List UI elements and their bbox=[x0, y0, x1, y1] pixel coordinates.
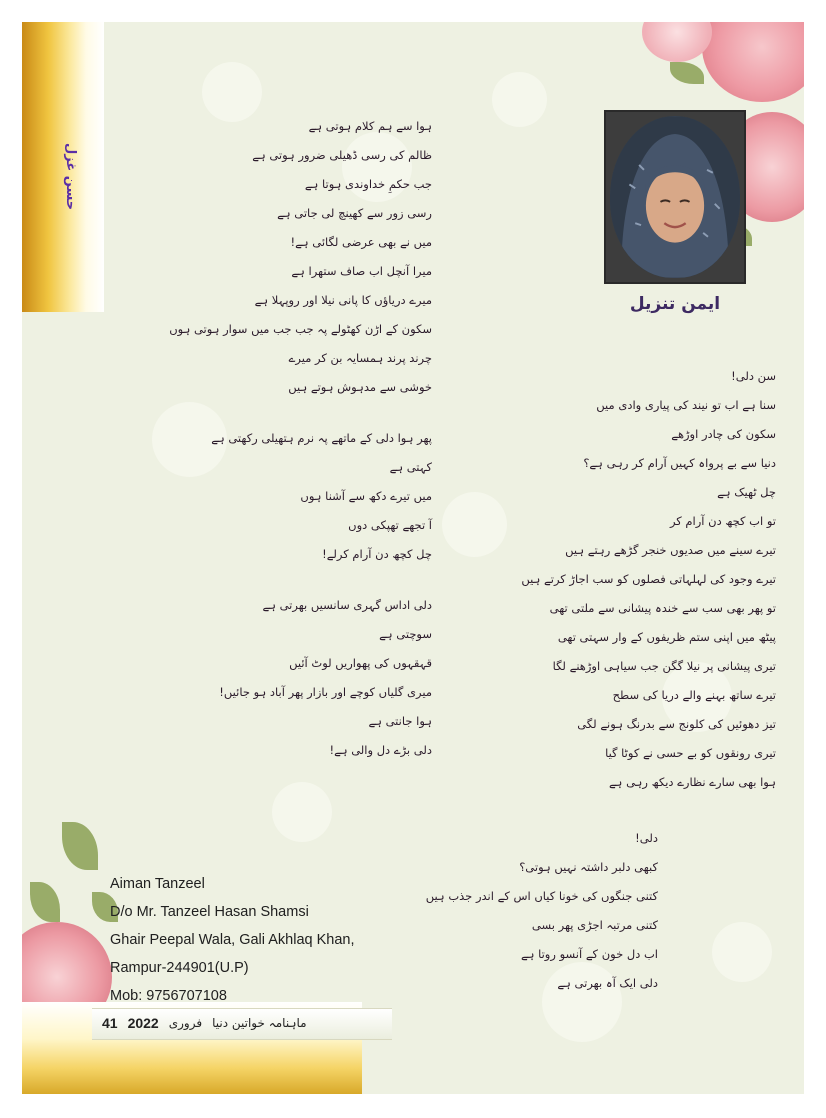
poem-line: دلی اداس گہری سانسیں بھرتی ہے bbox=[262, 598, 432, 612]
magazine-name: ماہنامہ خواتین دنیا bbox=[212, 1016, 307, 1030]
poem-line: چل ٹھیک ہے bbox=[717, 485, 776, 499]
poem-line: سکون کی چادر اوڑھے bbox=[671, 427, 776, 441]
poem-line: کتنی مرتبہ اجڑی پھر بسی bbox=[531, 918, 658, 932]
poem-line: دلی! bbox=[635, 831, 658, 845]
poem-line: تیرے سینے میں صدیوں خنجر گڑھے رہتے ہیں bbox=[565, 543, 776, 557]
poet-name: ایمن تنزیل bbox=[629, 294, 721, 314]
poem-right-column-2 bbox=[425, 824, 658, 998]
poem-line: ظالم کی رسی ڈھیلی ضرور ہوتی ہے bbox=[252, 148, 432, 162]
month: فروری bbox=[168, 1016, 203, 1030]
poem-left-column bbox=[102, 112, 432, 765]
poem-line: رسی زور سے کھینچ لی جاتی ہے bbox=[277, 206, 432, 220]
poem-line: پیٹھ میں اپنی ستم ظریفوں کے وار سہتی تھی bbox=[557, 630, 776, 644]
poem-line: دنیا سے بے پرواہ کہیں آرام کر رہی ہے؟ bbox=[583, 456, 776, 470]
poem-line: ہوا بھی سارے نظارے دیکھ رہی ہے bbox=[608, 775, 776, 789]
poem-line: تیرے وجود کی لہلہاتی فصلوں کو سب اجاڑ کرتے ہیں bbox=[521, 572, 776, 586]
stanza-gap bbox=[102, 569, 432, 591]
address-line: Rampur-244901(U.P) bbox=[110, 960, 249, 976]
poem-line: سن دلی! bbox=[731, 369, 776, 383]
leaf-decoration bbox=[30, 882, 60, 922]
rose-decoration bbox=[642, 22, 712, 62]
address-line: Ghair Peepal Wala, Gali Akhlaq Khan, bbox=[110, 932, 355, 948]
texture-flower bbox=[272, 782, 332, 842]
poem-line: چرند پرند ہمسایہ بن کر میرے bbox=[288, 351, 432, 365]
poem-line: پھر ہوا دلی کے ماتھے پہ نرم ہتھیلی رکھتی ہے bbox=[211, 431, 432, 445]
stanza-gap bbox=[102, 402, 432, 424]
poem-line: کہتی ہے bbox=[389, 460, 432, 474]
poem-line: تیز دھوئیں کی کلونج سے بدرنگ ہونے لگی bbox=[577, 717, 776, 731]
poem-line: چل کچھ دن آرام کرلے! bbox=[322, 547, 432, 561]
poem-line: دلی ایک آہ بھرتی ہے bbox=[557, 976, 658, 990]
poet-address bbox=[110, 870, 390, 1010]
poem-line: میری گلیاں کوچے اور بازار پھر آباد ہو جائیں! bbox=[219, 685, 432, 699]
address-name: Aiman Tanzeel bbox=[110, 876, 205, 892]
address-line: D/o Mr. Tanzeel Hasan Shamsi bbox=[110, 904, 309, 920]
poem-line: کبھی دلبر داشتہ نہیں ہوتی؟ bbox=[519, 860, 658, 874]
section-label: حسن غزل bbox=[63, 143, 78, 211]
poem-line: تیرے ساتھ بہنے والے دریا کی سطح bbox=[612, 688, 776, 702]
poem-line: آ تجھے تھپکی دوں bbox=[348, 518, 432, 532]
poem-line: تیری پیشانی پر نیلا گگن جب سیاہی اوڑھنے لگا bbox=[552, 659, 776, 673]
poem-line: میں تیرے دکھ سے آشنا ہوں bbox=[300, 489, 432, 503]
poem-right-column bbox=[456, 362, 776, 797]
poem-line: خوشی سے مدہوش ہوتے ہیں bbox=[288, 380, 432, 394]
poem-line: ہوا جانتی ہے bbox=[368, 714, 432, 728]
footer bbox=[102, 1010, 392, 1036]
texture-flower bbox=[492, 72, 547, 127]
poet-photo-frame bbox=[604, 110, 746, 284]
poem-line: تیری رونقوں کو بے حسی نے کوٹا گیا bbox=[605, 746, 776, 760]
page-number: 41 bbox=[102, 1015, 118, 1031]
poem-line: میرے دریاؤں کا پانی نیلا اور روپہلا ہے bbox=[254, 293, 432, 307]
poem-line: اب دل خون کے آنسو روتا ہے bbox=[520, 947, 658, 961]
poem-line: جب حکمِ خداوندی ہوتا ہے bbox=[304, 177, 432, 191]
poem-line: سکون کے اڑن کھٹولے پہ جب جب میں سوار ہوتی ہوں bbox=[169, 322, 432, 336]
portrait-illustration bbox=[610, 116, 740, 278]
poem-line: کتنی جنگوں کی خونا کیاں اس کے اندر جذب ہیں bbox=[425, 889, 658, 903]
poem-line: میں نے بھی عرضی لگائی ہے! bbox=[290, 235, 432, 249]
poem-line: قہقہوں کی پھواریں لوٹ آئیں bbox=[289, 656, 432, 670]
year: 2022 bbox=[127, 1015, 159, 1031]
poem-line: تو اب کچھ دن آرام کر bbox=[669, 514, 776, 528]
poet-photo bbox=[610, 116, 740, 278]
address-phone: Mob: 9756707108 bbox=[110, 988, 227, 1004]
leaf-decoration bbox=[670, 62, 704, 84]
poem-line: ہوا سے ہم کلام ہوتی ہے bbox=[308, 119, 432, 133]
poem-line: تو پھر بھی سب سے خندہ پیشانی سے ملتی تھی bbox=[549, 601, 776, 615]
poem-line: سوچتی ہے bbox=[379, 627, 432, 641]
poem-line: میرا آنچل اب صاف ستھرا ہے bbox=[291, 264, 432, 278]
poem-line: دلی بڑے دل والی ہے! bbox=[329, 743, 432, 757]
rose-decoration bbox=[702, 22, 804, 102]
texture-flower bbox=[712, 922, 772, 982]
leaf-decoration bbox=[62, 822, 98, 870]
poem-line: سنا ہے اب تو نیند کی پیاری وادی میں bbox=[596, 398, 776, 412]
